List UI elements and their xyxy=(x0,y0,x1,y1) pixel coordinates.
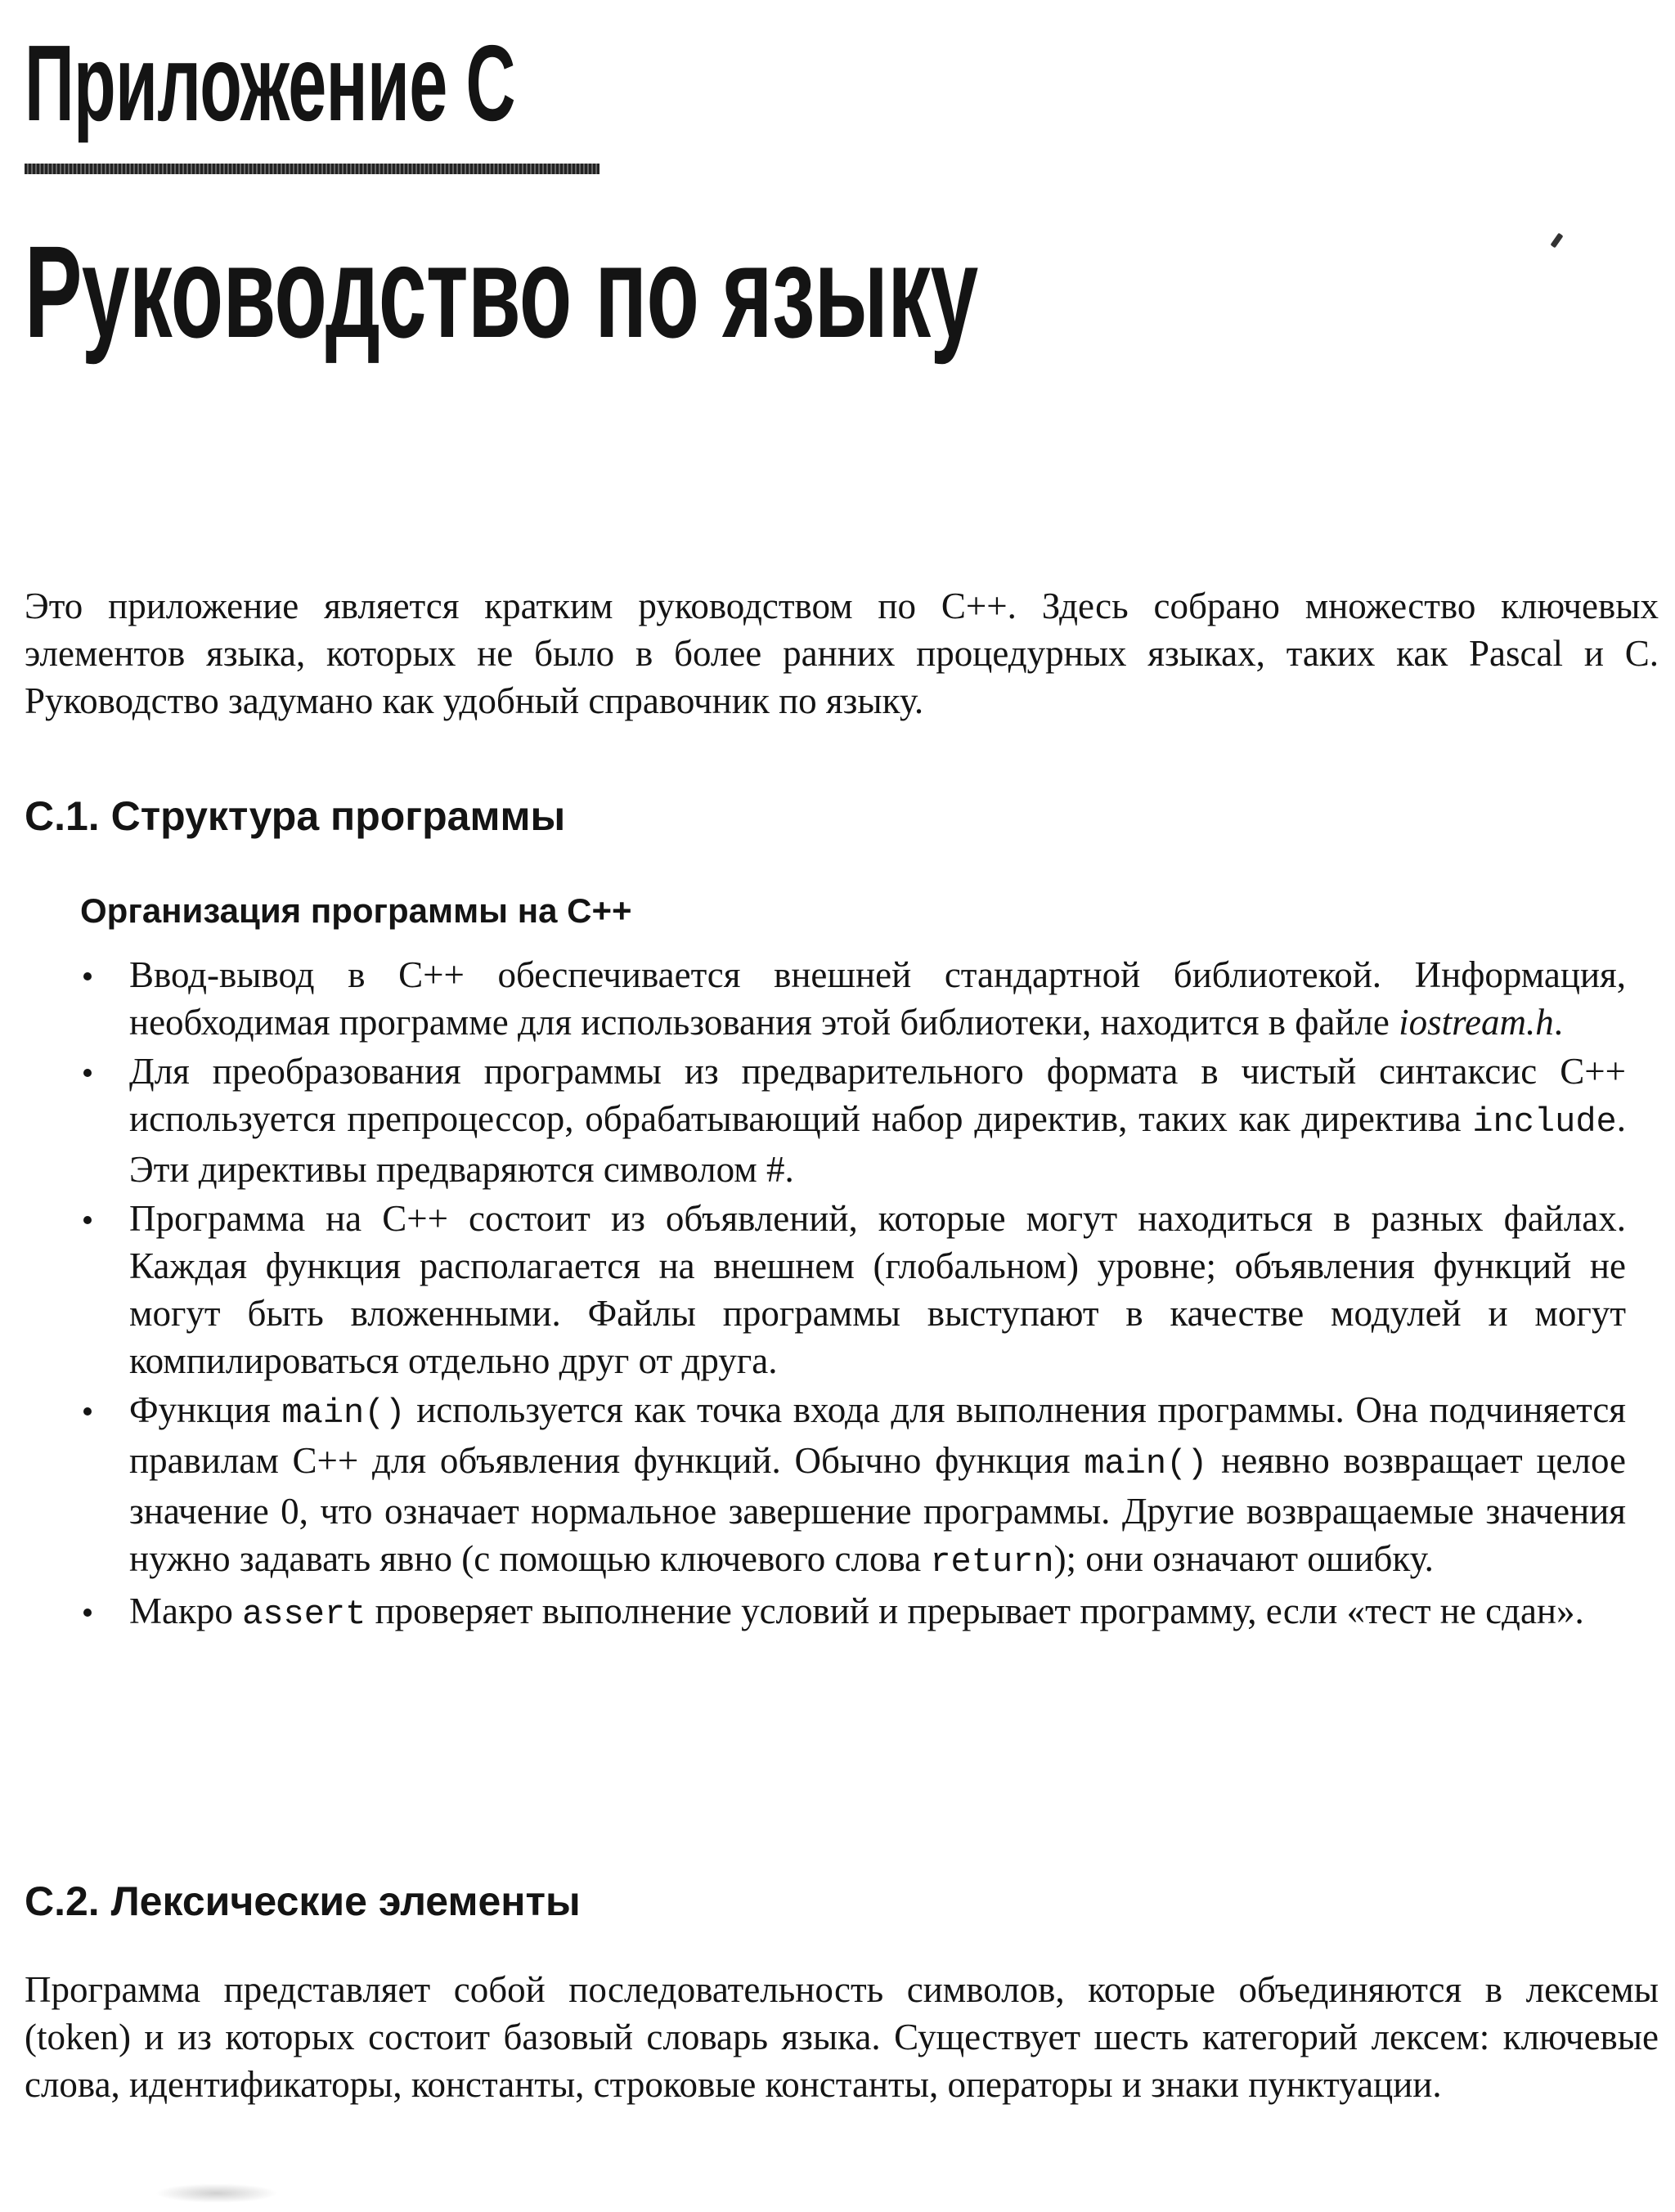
bullet-text: Программа на C++ состоит из объявлений, которые могут находиться в разных файлах. Каждая функция располагается на внешнем (глобальном) уровне; объявления функций не могут быть вложенными. Файлы программы выступают в качестве модулей и могут компилироваться отдельно друг от друга. xyxy=(129,1198,1626,1381)
code-keyword: return xyxy=(930,1542,1054,1582)
bullet-text: . Эти директивы предваряются символом #. xyxy=(129,1098,1626,1190)
bullet-text: ); они означают ошибку. xyxy=(1053,1538,1434,1579)
bullet-text: Функция xyxy=(129,1389,282,1430)
bullet-text: Макро xyxy=(129,1591,243,1631)
chapter-title: Руководство по языку xyxy=(25,218,978,365)
section-heading-program-structure: C.1. Структура программы xyxy=(25,793,566,839)
subheading-program-organization: Организация программы на C++ xyxy=(80,891,632,930)
code-keyword: main() xyxy=(281,1393,406,1433)
list-item xyxy=(80,1587,1626,1638)
code-keyword: main() xyxy=(1084,1444,1208,1483)
list-item xyxy=(80,1048,1626,1193)
chapter-rule xyxy=(25,164,599,174)
bullet-icon xyxy=(83,1216,92,1224)
bullet-list xyxy=(80,951,1626,1640)
scan-smudge xyxy=(155,2183,278,2203)
bullet-text: проверяет выполнение условий и прерывает программу, если «тест не сдан». xyxy=(366,1591,1584,1631)
filename: iostream.h xyxy=(1399,1002,1554,1043)
bullet-icon xyxy=(83,1609,92,1617)
bullet-icon xyxy=(83,1069,92,1077)
list-item xyxy=(80,951,1626,1046)
lexical-paragraph: Программа представляет собой последовательность символов, которые объединяются в лексемы (token) и из которых состоит базовый словарь языка. Существует шесть категорий лексем: ключевые слова, идентификаторы, константы, строковые константы, операторы и знаки пунктуации. xyxy=(25,1969,1659,2105)
bullet-text: неявно возвращает целое значение 0, что означает нормальное завершение программы. Другие возвращаемые значения нужно задавать явно (с помощью ключевого слова xyxy=(129,1440,1626,1579)
list-item xyxy=(80,1386,1626,1586)
code-keyword: assert xyxy=(242,1595,366,1634)
chapter-label: Приложение C xyxy=(25,23,515,143)
intro-paragraph: Это приложение является кратким руководством по C++. Здесь собрано множество ключевых элементов языка, которых не было в более ранних процедурных языках, таких как Pascal и C. Руководство задумано как удобный справочник по языку. xyxy=(25,586,1659,721)
code-keyword: include xyxy=(1472,1102,1617,1142)
scan-speck xyxy=(1550,233,1563,249)
bullet-text: используется как точка входа для выполнения программы. Она подчиняется правилам C++ для объявления функций. Обычно функция xyxy=(129,1389,1627,1481)
bullet-text: Для преобразования программы из предварительного формата в чистый синтаксис C++ используется препроцессор, обрабатывающий набор директив, таких как директива xyxy=(129,1051,1626,1139)
section-heading-lexical-elements: C.2. Лексические элементы xyxy=(25,1878,581,1924)
bullet-icon xyxy=(83,1407,92,1416)
bullet-icon xyxy=(83,972,92,980)
bullet-text: . xyxy=(1553,1002,1563,1043)
list-item xyxy=(80,1195,1626,1384)
bullet-text: Ввод-вывод в C++ обеспечивается внешней стандартной библиотекой. Информация, необходимая программе для использования этой библиотеки, находится в файле xyxy=(129,954,1626,1043)
